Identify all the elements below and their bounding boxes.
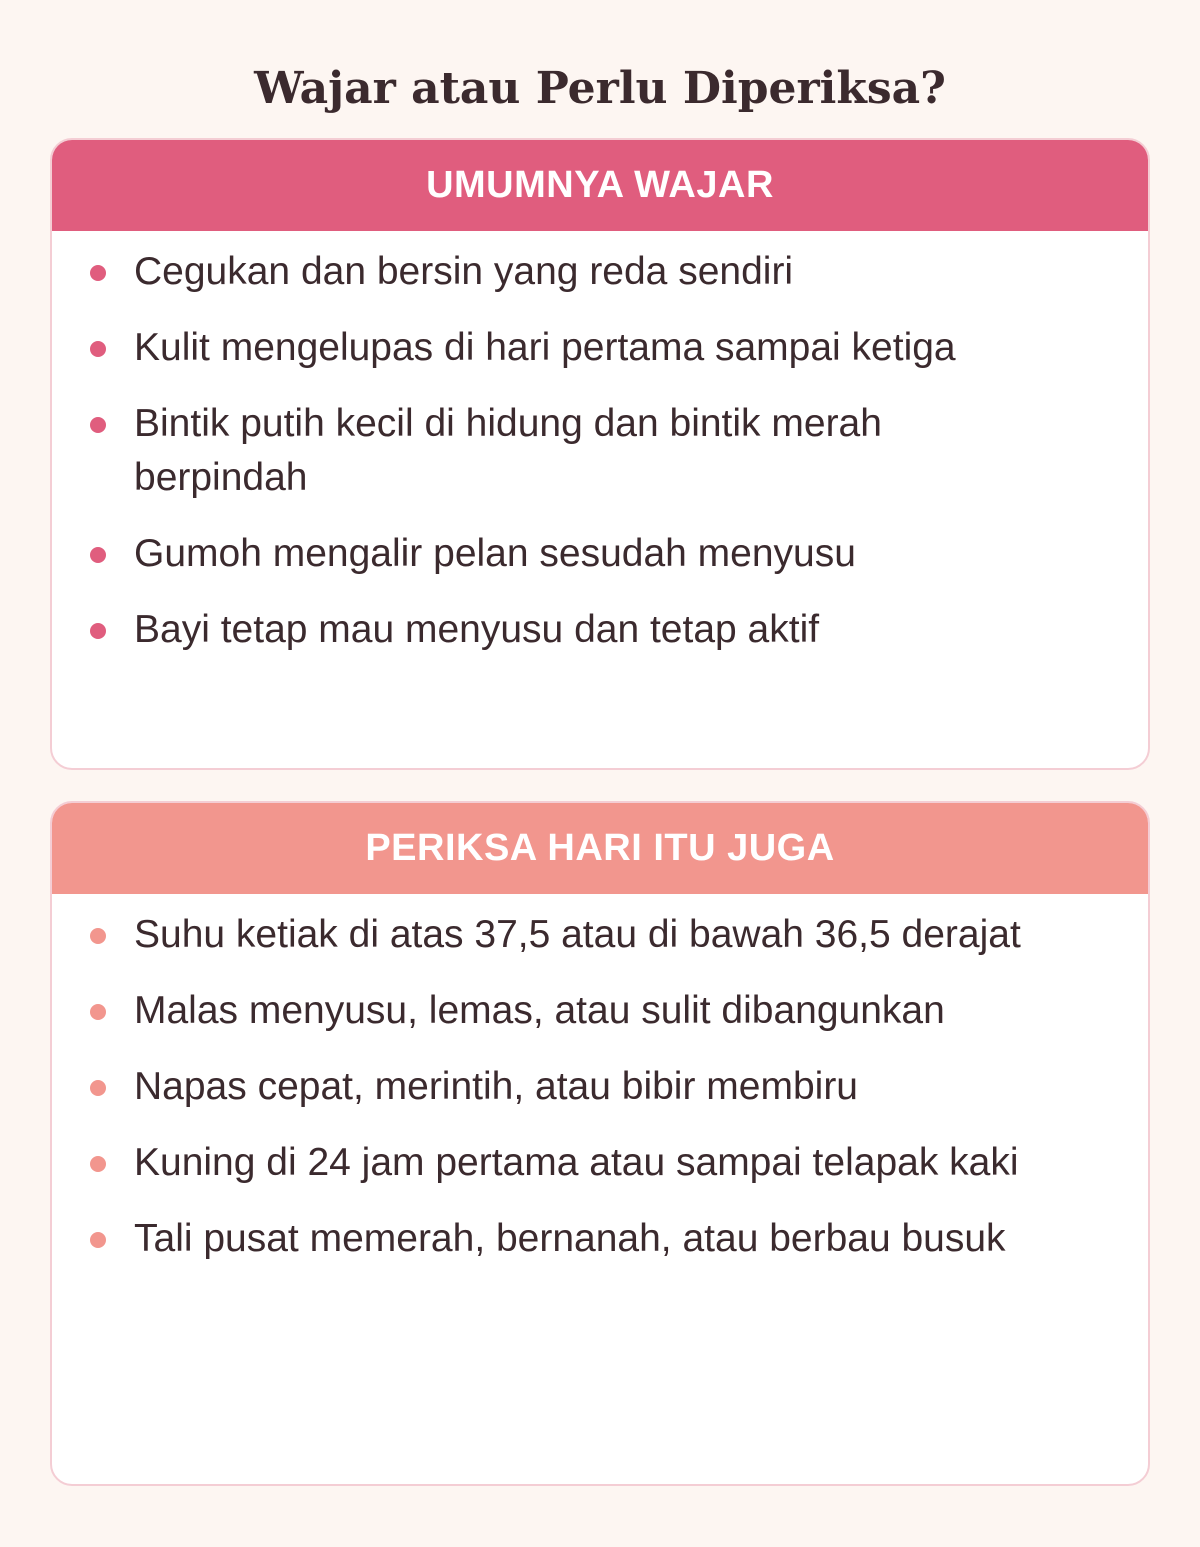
page-title: Wajar atau Perlu Diperiksa? xyxy=(254,63,946,115)
list-item xyxy=(52,245,1148,299)
list-item-text: Kuning di 24 jam pertama atau sampai telapak kaki xyxy=(134,1141,1019,1184)
list-item xyxy=(52,321,1148,375)
list-item-text: Gumoh mengalir pelan sesudah menyusu xyxy=(134,532,856,575)
list-item xyxy=(52,1060,1148,1114)
list-item-text: Bintik putih kecil di hidung dan bintik merah berpindah xyxy=(134,402,882,499)
list-item xyxy=(52,1136,1148,1190)
list-item-text: Tali pusat memerah, bernanah, atau berbau busuk xyxy=(134,1217,1006,1260)
list-item xyxy=(52,603,1148,657)
bullet-dot-icon xyxy=(90,265,106,281)
bullet-dot-icon xyxy=(90,623,106,639)
bullet-dot-icon xyxy=(90,547,106,563)
bullet-dot-icon xyxy=(90,341,106,357)
normal-signs-heading: UMUMNYA WAJAR xyxy=(52,140,1148,231)
list-item xyxy=(52,1212,1148,1266)
list-item-text: Cegukan dan bersin yang reda sendiri xyxy=(134,250,794,293)
bullet-dot-icon xyxy=(90,1156,106,1172)
check-today-card xyxy=(50,801,1150,1486)
list-item-text: Malas menyusu, lemas, atau sulit dibangunkan xyxy=(134,989,945,1032)
list-item-text: Napas cepat, merintih, atau bibir membiru xyxy=(134,1065,858,1108)
check-today-heading: PERIKSA HARI ITU JUGA xyxy=(52,803,1148,894)
list-item xyxy=(52,984,1148,1038)
bullet-dot-icon xyxy=(90,1004,106,1020)
normal-signs-list xyxy=(52,231,1148,657)
bullet-dot-icon xyxy=(90,1232,106,1248)
list-item-text: Kulit mengelupas di hari pertama sampai ketiga xyxy=(134,326,956,369)
bullet-dot-icon xyxy=(90,417,106,433)
list-item-text: Suhu ketiak di atas 37,5 atau di bawah 36,5 derajat xyxy=(134,913,1021,956)
list-item xyxy=(52,908,1148,962)
list-item xyxy=(52,397,1148,505)
normal-signs-card xyxy=(50,138,1150,770)
bullet-dot-icon xyxy=(90,1080,106,1096)
list-item xyxy=(52,527,1148,581)
bullet-dot-icon xyxy=(90,928,106,944)
check-today-list xyxy=(52,894,1148,1266)
list-item-text: Bayi tetap mau menyusu dan tetap aktif xyxy=(134,608,820,651)
